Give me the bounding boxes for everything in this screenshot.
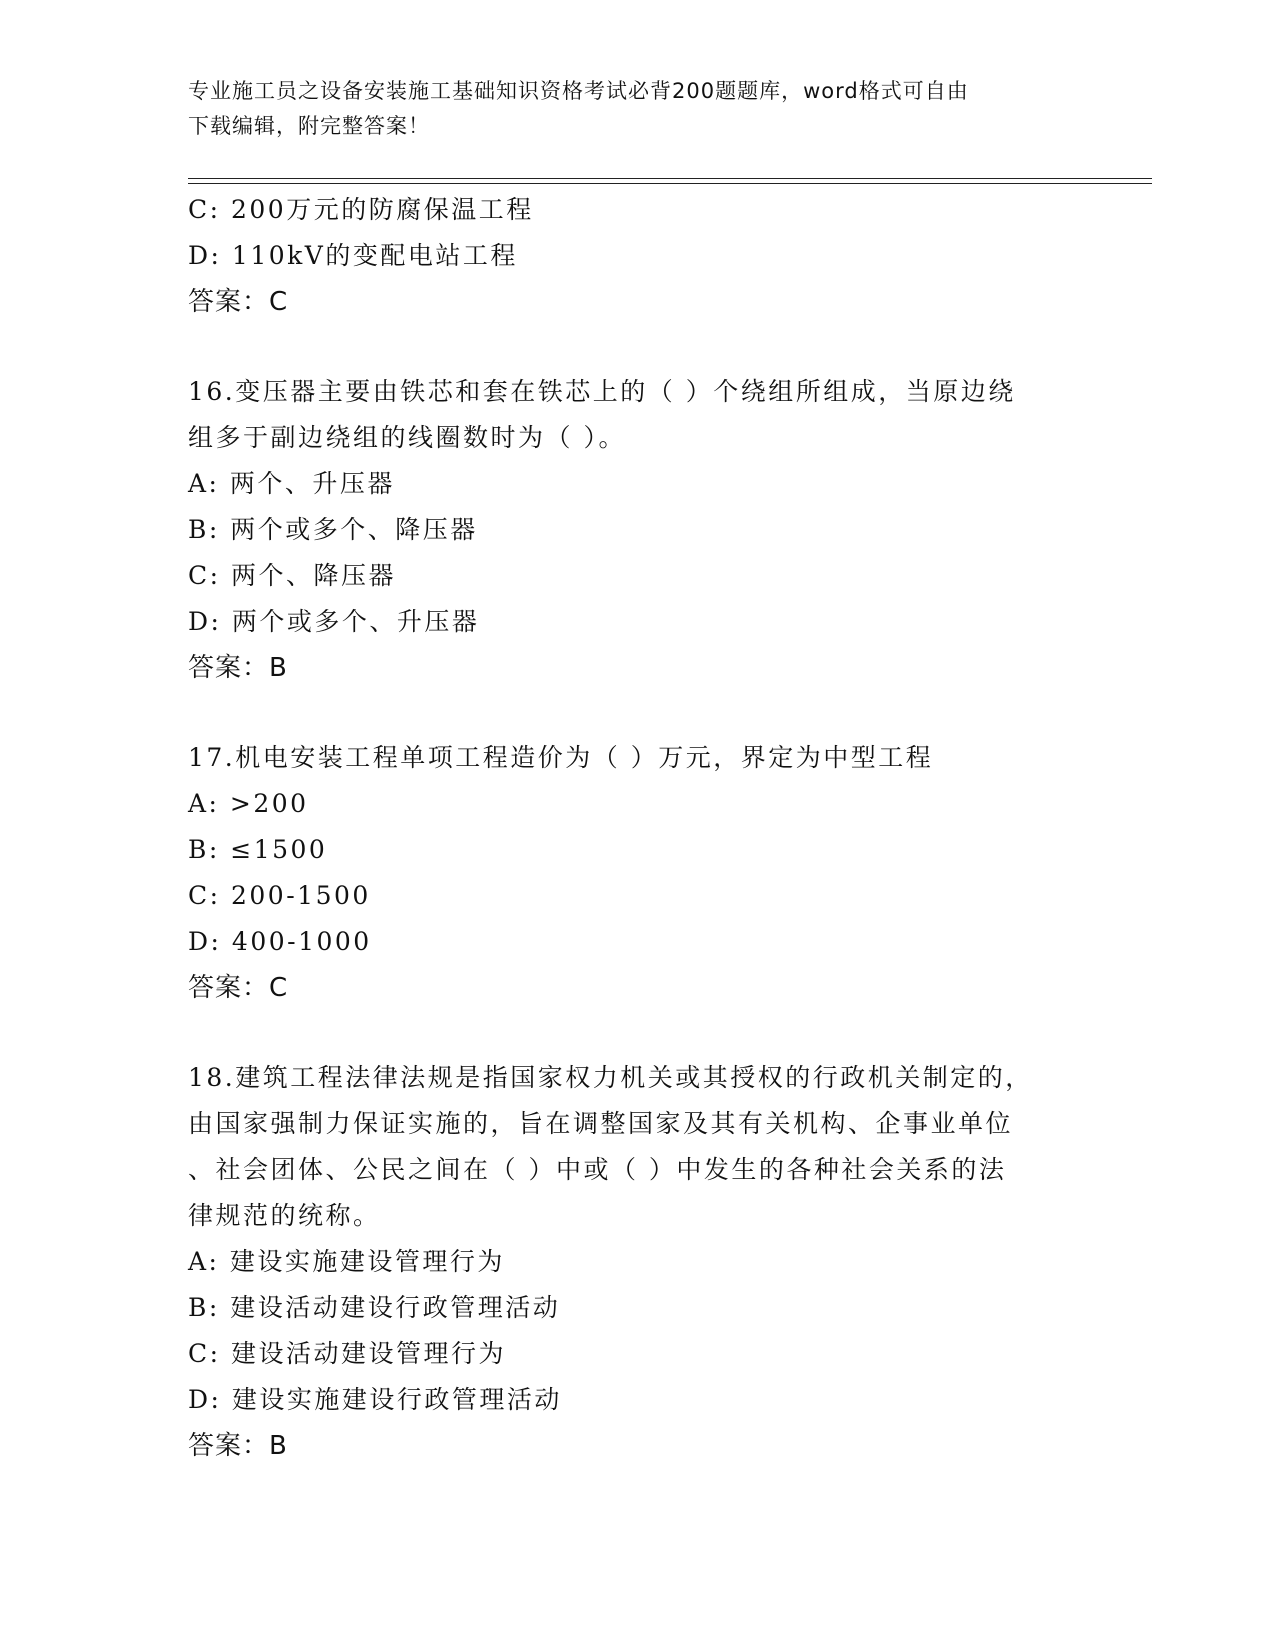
question-block-17: [188, 735, 1068, 1011]
answer-label: 答案：C: [188, 287, 289, 317]
option-d: D: 两个或多个、升压器: [188, 607, 480, 636]
spacer: [188, 1011, 1068, 1055]
question-stem-line: 律规范的统称。: [188, 1201, 381, 1230]
option-c: C: 200-1500: [188, 881, 371, 910]
question-block-18: [188, 1055, 1068, 1469]
answer-label: 答案：B: [188, 653, 288, 683]
header-line-1: 专业施工员之设备安装施工基础知识资格考试必背200题题库，word格式可自由: [188, 79, 969, 103]
question-stem-line: 由国家强制力保证实施的，旨在调整国家及其有关机构、企事业单位: [188, 1109, 1014, 1138]
option-b: B: ≤1500: [188, 835, 328, 864]
option-a: A: >200: [188, 789, 309, 818]
header-divider: [188, 178, 1152, 179]
option-a: A: 建设实施建设管理行为: [188, 1247, 505, 1276]
page-header: [188, 74, 1088, 144]
option-c: C: 两个、降压器: [188, 561, 396, 590]
question-stem-line: 16.变压器主要由铁芯和套在铁芯上的（ ）个绕组所组成，当原边绕: [188, 377, 1016, 406]
question-stem-line: 、社会团体、公民之间在（ ）中或（ ）中发生的各种社会关系的法: [188, 1155, 1007, 1184]
option-d: D: 建设实施建设行政管理活动: [188, 1385, 562, 1414]
answer-label: 答案：C: [188, 973, 289, 1003]
question-list: [188, 187, 1068, 1469]
option-b: B: 建设活动建设行政管理活动: [188, 1293, 561, 1322]
answer-label: 答案：B: [188, 1431, 288, 1461]
question-block-15: [188, 187, 1068, 325]
header-line-2: 下载编辑，附完整答案！: [188, 114, 430, 138]
question-stem-line: 18.建筑工程法律法规是指国家权力机关或其授权的行政机关制定的，: [188, 1063, 1033, 1092]
header-divider-secondary: [188, 183, 1152, 184]
option-a: A: 两个、升压器: [188, 469, 395, 498]
option-b: B: 两个或多个、降压器: [188, 515, 478, 544]
spacer: [188, 691, 1068, 735]
option-d: D: 110kV的变配电站工程: [188, 241, 518, 270]
question-stem-line: 17.机电安装工程单项工程造价为（ ）万元，界定为中型工程: [188, 743, 934, 772]
option-d: D: 400-1000: [188, 927, 372, 956]
option-c: C: 200万元的防腐保温工程: [188, 195, 534, 224]
option-c: C: 建设活动建设管理行为: [188, 1339, 506, 1368]
question-block-16: [188, 369, 1068, 691]
spacer: [188, 325, 1068, 369]
question-stem-line: 组多于副边绕组的线圈数时为（ ）。: [188, 423, 626, 452]
